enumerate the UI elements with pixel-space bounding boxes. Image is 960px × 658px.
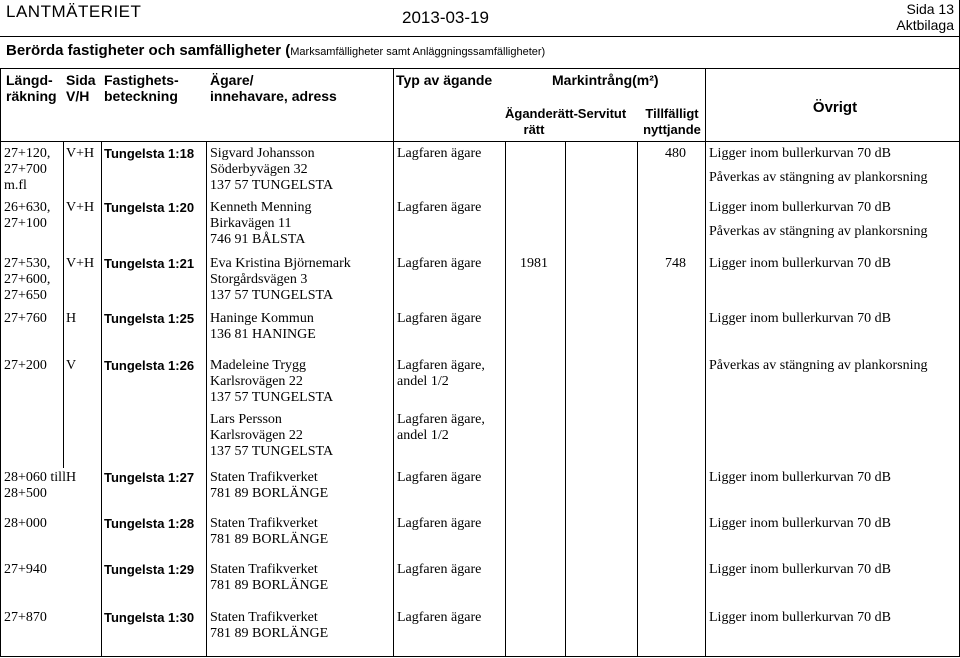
title-sub: Marksamfälligheter samt Anläggningssamfälligheter) <box>290 46 546 58</box>
cell-sida: V <box>66 358 77 373</box>
col-divider <box>393 68 394 656</box>
cell-ovrigt: Ligger inom bullerkurvan 70 dB Påverkas av stängning av plankorsning <box>709 146 928 185</box>
col-divider <box>63 141 64 468</box>
cell-fastighet: Tungelsta 1:28 <box>104 516 195 531</box>
cell-sida: H <box>66 470 77 485</box>
cell-agare: Staten Trafikverket 781 89 BORLÄNGE <box>210 516 329 547</box>
page-number: Sida 13 <box>906 1 954 17</box>
cell-sida: V+H <box>66 200 95 215</box>
cell-typ: Lagfaren ägare <box>397 562 482 577</box>
title-main: Berörda fastigheter och samfälligheter ( <box>6 42 291 59</box>
table-bottom-border <box>0 656 960 657</box>
cell-fastighet: Tungelsta 1:18 <box>104 146 195 161</box>
cell-typ: Lagfaren ägare, andel 1/2 <box>397 358 485 389</box>
cell-agare: Madeleine Trygg Karlsrovägen 22 137 57 TUNGELSTA <box>210 358 334 405</box>
cell-typ: Lagfaren ägare <box>397 311 482 326</box>
cell-fastighet: Tungelsta 1:27 <box>104 470 195 485</box>
cell-typ: Lagfaren ägare <box>397 256 482 271</box>
page-info <box>896 1 954 33</box>
cell-langd: 27+120, 27+700 m.fl <box>4 146 51 193</box>
cell-langd: 27+760 <box>4 311 47 326</box>
attachment-label: Aktbilaga <box>896 17 954 33</box>
cell-ovrigt: Ligger inom bullerkurvan 70 dB <box>709 516 891 531</box>
cell-langd: 27+530, 27+600, 27+650 <box>4 256 51 303</box>
cell-sida: V+H <box>66 256 95 271</box>
col-header-tillfalligt: Tillfälligt nyttjande <box>643 106 701 137</box>
table-header-bottom <box>0 141 960 142</box>
cell-tillfalligt: 748 <box>665 256 686 271</box>
table-left-border <box>0 68 1 657</box>
cell-tillfalligt: 480 <box>665 146 686 161</box>
col-header-sida: Sida V/H <box>66 72 96 104</box>
col-divider <box>637 141 638 656</box>
cell-agare: Eva Kristina Björnemark Storgårdsvägen 3 137 57 TUNGELSTA <box>210 256 351 303</box>
col-divider <box>101 141 102 656</box>
cell-ovrigt: Ligger inom bullerkurvan 70 dB <box>709 470 891 485</box>
cell-typ: Lagfaren ägare <box>397 470 482 485</box>
col-header-typ: Typ av ägande <box>396 72 493 88</box>
col-header-ovrigt: Övrigt <box>812 99 858 116</box>
cell-langd: 27+200 <box>4 358 47 373</box>
col-header-markintrang: Markintrång(m²) <box>552 72 659 88</box>
cell-agare: Haninge Kommun 136 81 HANINGE <box>210 311 316 342</box>
col-divider <box>705 68 706 656</box>
col-header-aganderatt: Äganderätt- rätt <box>505 106 578 137</box>
cell-agare: Staten Trafikverket 781 89 BORLÄNGE <box>210 610 329 641</box>
cell-ovrigt: Ligger inom bullerkurvan 70 dB Påverkas av stängning av plankorsning <box>709 200 928 239</box>
cell-ovrigt: Ligger inom bullerkurvan 70 dB <box>709 562 891 577</box>
cell-typ: Lagfaren ägare <box>397 200 482 215</box>
cell-agare: Staten Trafikverket 781 89 BORLÄNGE <box>210 470 329 501</box>
col-header-agare: Ägare/ innehavare, adress <box>210 72 337 104</box>
cell-ovrigt: Ligger inom bullerkurvan 70 dB <box>709 311 891 326</box>
cell-ovrigt: Ligger inom bullerkurvan 70 dB <box>709 256 891 271</box>
col-header-langd: Längd- räkning <box>6 72 57 104</box>
cell-langd: 26+630, 27+100 <box>4 200 51 231</box>
cell-typ: Lagfaren ägare <box>397 146 482 161</box>
col-divider <box>565 141 566 656</box>
cell-langd: 28+060 till 28+500 <box>4 470 66 501</box>
cell-agare: Staten Trafikverket 781 89 BORLÄNGE <box>210 562 329 593</box>
col-divider <box>505 141 506 656</box>
page-header <box>0 0 960 36</box>
cell-sida: V+H <box>66 146 95 161</box>
cell-langd: 28+000 <box>4 516 47 531</box>
cell-langd: 27+870 <box>4 610 47 625</box>
cell-ovrigt: Ligger inom bullerkurvan 70 dB <box>709 610 891 625</box>
cell-typ: Lagfaren ägare, andel 1/2 <box>397 412 485 443</box>
cell-fastighet: Tungelsta 1:21 <box>104 256 195 271</box>
document-date: 2013-03-19 <box>402 8 489 27</box>
col-header-fastighet: Fastighets- beteckning <box>104 72 179 104</box>
cell-fastighet: Tungelsta 1:26 <box>104 358 195 373</box>
col-divider <box>206 141 207 656</box>
table-top-border <box>0 68 960 69</box>
cell-fastighet: Tungelsta 1:25 <box>104 311 195 326</box>
cell-aganderatt: 1981 <box>520 256 548 271</box>
brand-name: LANTMÄTERIET <box>6 2 142 21</box>
cell-langd: 27+940 <box>4 562 47 577</box>
cell-sida: H <box>66 311 77 326</box>
cell-agare: Lars Persson Karlsrovägen 22 137 57 TUNGELSTA <box>210 412 334 459</box>
cell-fastighet: Tungelsta 1:30 <box>104 610 195 625</box>
cell-fastighet: Tungelsta 1:29 <box>104 562 195 577</box>
cell-typ: Lagfaren ägare <box>397 610 482 625</box>
cell-typ: Lagfaren ägare <box>397 516 482 531</box>
page-title <box>6 42 545 59</box>
cell-agare: Sigvard Johansson Söderbyvägen 32 137 57 TUNGELSTA <box>210 146 334 193</box>
header-divider <box>0 36 960 37</box>
col-header-servitut: Servitut <box>577 106 627 121</box>
cell-agare: Kenneth Menning Birkavägen 11 746 91 BÅLSTA <box>210 200 312 247</box>
cell-fastighet: Tungelsta 1:20 <box>104 200 195 215</box>
cell-ovrigt: Påverkas av stängning av plankorsning <box>709 358 928 373</box>
